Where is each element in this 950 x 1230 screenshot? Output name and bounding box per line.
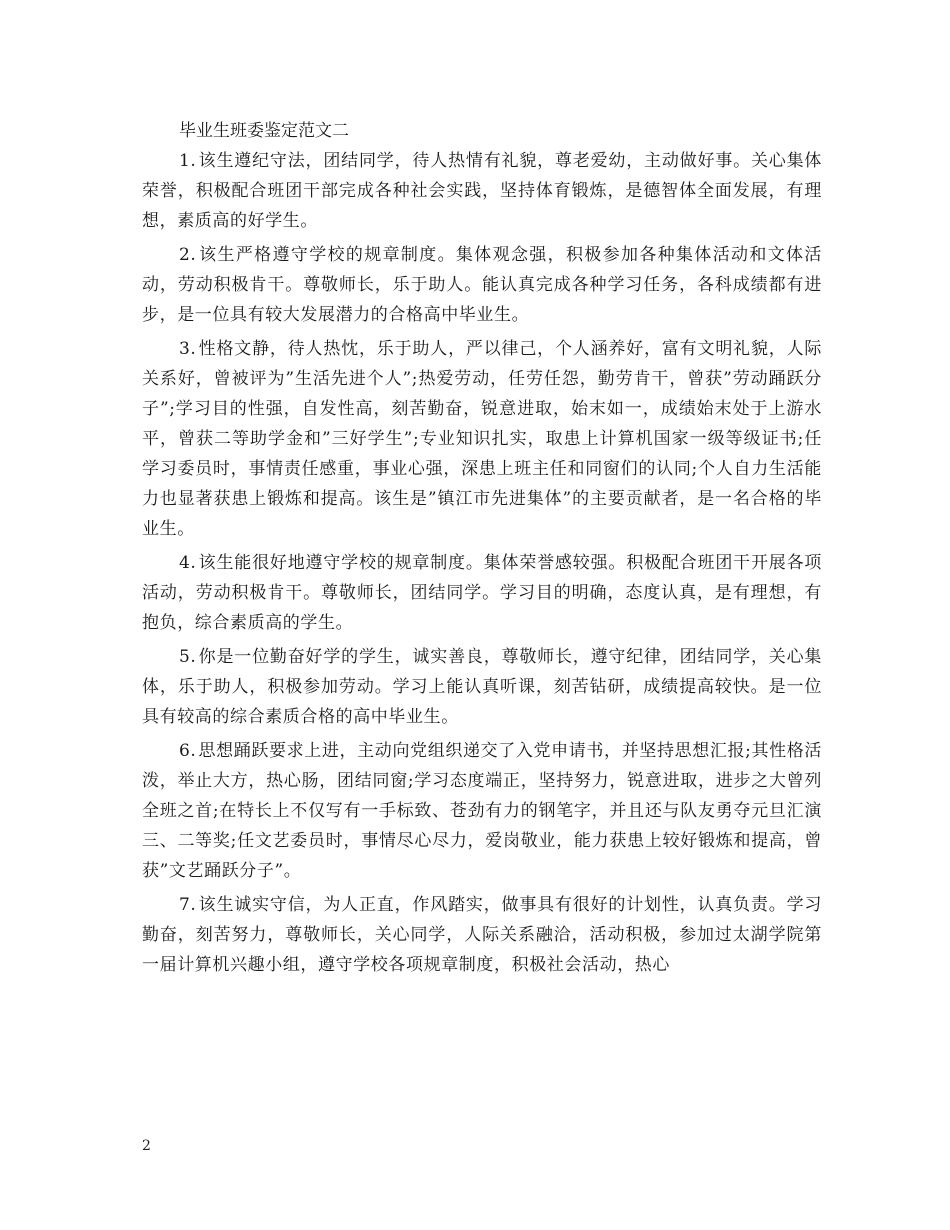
paragraph-6: [142, 736, 822, 886]
paragraph-7: [142, 890, 822, 980]
paragraph-number: 2.: [179, 245, 197, 265]
paragraph-text: 该生诚实守信，为人正直，作风踏实，做事具有很好的计划性，认真负责。学习勤奋，刻苦努力，尊敬师长，关心同学，人际关系融洽，活动积极，参加过太湖学院第一届计算机兴趣小组，遵守学校各项规章制度，积极社会活动，热心: [142, 895, 822, 975]
paragraph-number: 7.: [179, 895, 197, 915]
paragraph-5: [142, 642, 822, 732]
paragraph-text: 你是一位勤奋好学的学生，诚实善良，尊敬师长，遵守纪律，团结同学，关心集体，乐于助人，积极参加劳动。学习上能认真听课，刻苦钻研，成绩提高较快。是一位具有较高的综合素质合格的高中毕业生。: [142, 647, 822, 727]
paragraph-1: [142, 146, 822, 236]
paragraph-2: [142, 240, 822, 330]
paragraph-3: [142, 334, 822, 544]
paragraph-4: [142, 548, 822, 638]
paragraph-number: 5.: [179, 647, 197, 667]
paragraph-number: 6.: [179, 741, 197, 761]
paragraph-number: 1.: [179, 151, 197, 171]
paragraph-text: 该生严格遵守学校的规章制度。集体观念强，积极参加各种集体活动和文体活动，劳动积极肯干。尊敬师长，乐于助人。能认真完成各种学习任务，各科成绩都有进步，是一位具有较大发展潜力的合格高中毕业生。: [142, 245, 822, 325]
document-body: [142, 116, 822, 984]
document-title: 毕业生班委鉴定范文二: [179, 121, 349, 141]
page-number: 2: [142, 1138, 151, 1154]
paragraph-text: 思想踊跃要求上进，主动向党组织递交了入党申请书，并坚持思想汇报;其性格活泼，举止大方，热心肠，团结同窗;学习态度端正，坚持努力，锐意进取，进步之大曾列全班之首;在特长上不仅写有一手标致、苍劲有力的钢笔字，并且还与队友勇夺元旦汇演三、二等奖;任文艺委员时，事情尽心尽力，爱岗敬业，能力获患上较好锻炼和提高，曾获”文艺踊跃分子”。: [142, 741, 822, 881]
paragraph-text: 性格文静，待人热忱，乐于助人，严以律己，个人涵养好，富有文明礼貌，人际关系好，曾被评为”生活先进个人”;热爱劳动，任劳任怨，勤劳肯干，曾获”劳动踊跃分子”;学习目的性强，自发性高，刻苦勤奋，锐意进取，始末如一，成绩始末处于上游水平，曾获二等助学金和”三好学生”;专业知识扎实，取患上计算机国家一级等级证书;任学习委员时，事情责任感重，事业心强，深患上班主任和同窗们的认同;个人自力生活能力也显著获患上锻炼和提高。该生是”镇江市先进集体”的主要贡献者，是一名合格的毕业生。: [142, 339, 822, 539]
paragraph-number: 4.: [179, 553, 197, 573]
paragraph-number: 3.: [179, 339, 197, 359]
paragraph-text: 该生遵纪守法，团结同学，待人热情有礼貌，尊老爱幼，主动做好事。关心集体荣誉，积极配合班团干部完成各种社会实践，坚持体育锻炼，是德智体全面发展，有理想，素质高的好学生。: [142, 151, 822, 231]
paragraph-text: 该生能很好地遵守学校的规章制度。集体荣誉感较强。积极配合班团干开展各项活动，劳动积极肯干。尊敬师长，团结同学。学习目的明确，态度认真，是有理想，有抱负，综合素质高的学生。: [142, 553, 822, 633]
